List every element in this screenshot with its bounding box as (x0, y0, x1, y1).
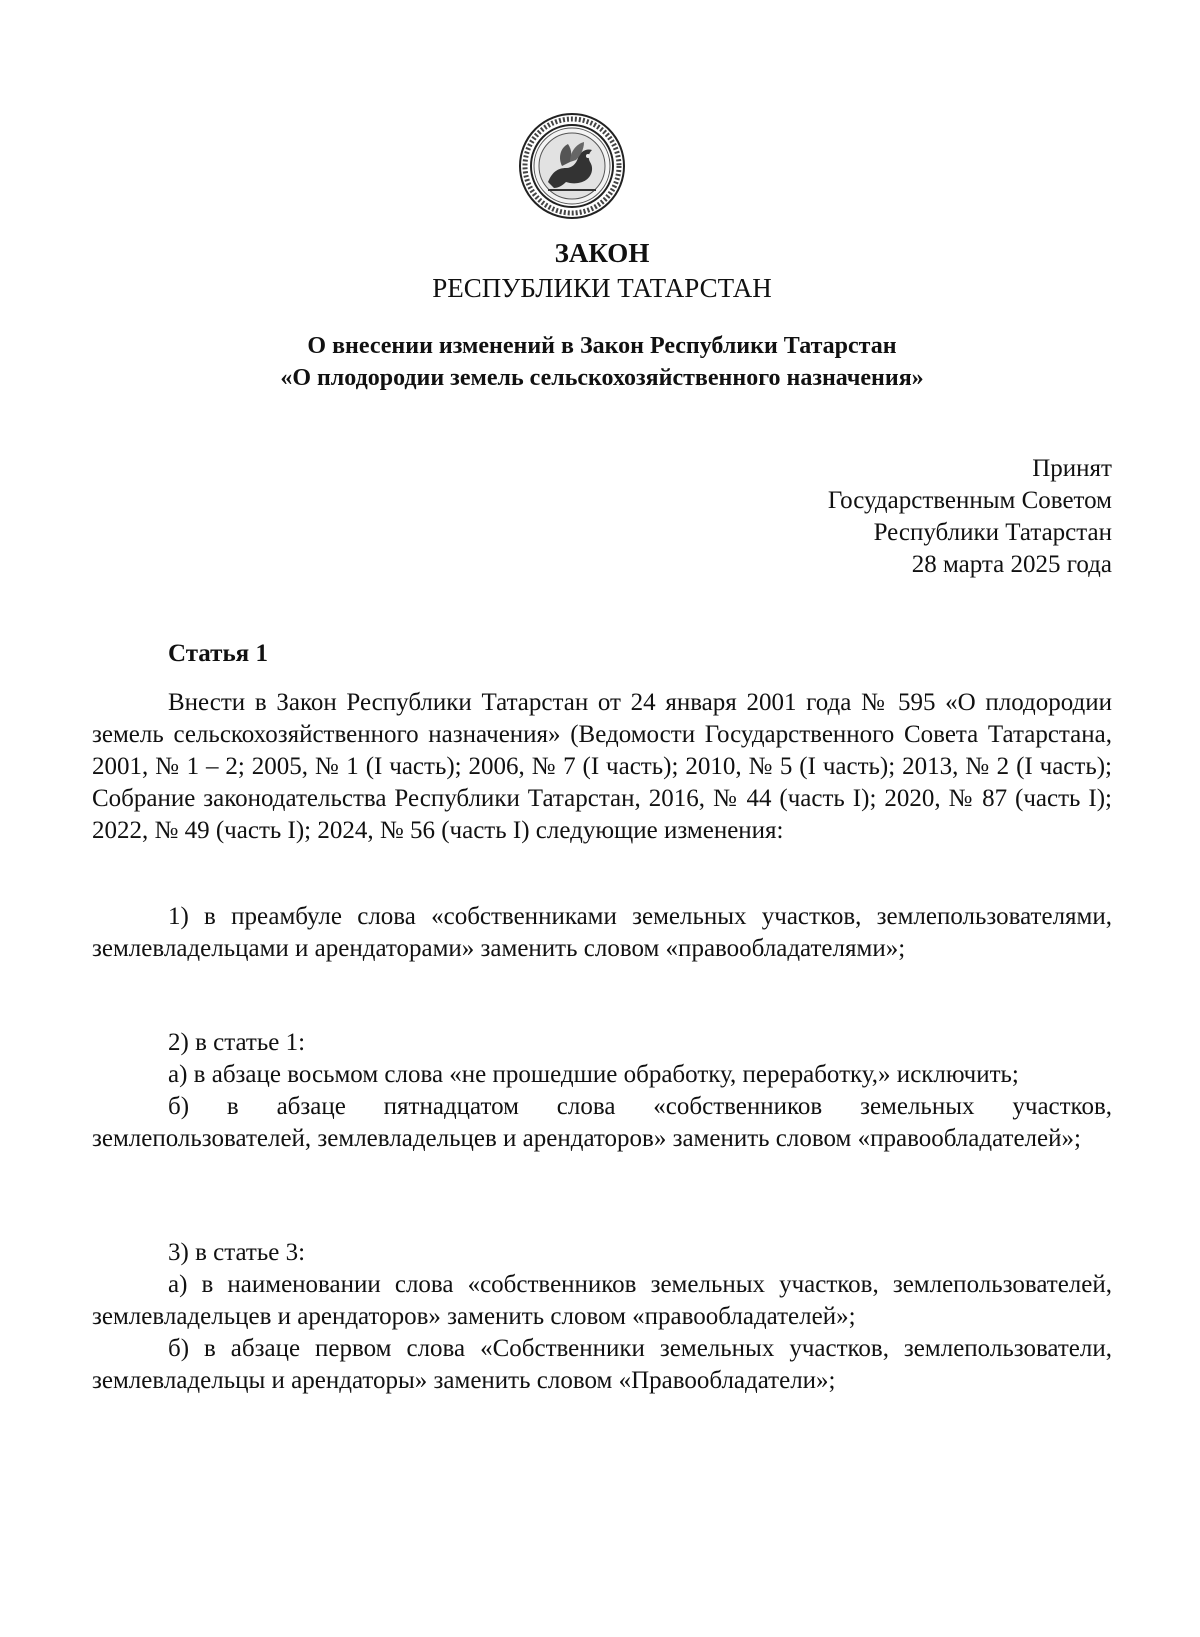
item-3-title: 3) в статье 3: (168, 1239, 306, 1266)
item-1-block (92, 901, 1112, 965)
adoption-block (828, 453, 1112, 581)
adoption-line-1: Принят (1032, 455, 1112, 482)
tatarstan-coat-of-arms-icon (518, 112, 626, 220)
law-subject (92, 330, 1112, 394)
item-2-b-paragraph: б) в абзаце пятнадцатом слова «собственников земельных участков, землепользователей, землевладельцев и арендаторов» заменить словом «правообладателей»; (92, 1093, 1112, 1152)
item-3-b-paragraph: б) в абзаце первом слова «Собственники земельных участков, землепользователи, землевладельцы и арендаторы» заменить словом «Правообладатели»; (92, 1335, 1112, 1394)
article-intro-paragraph: Внести в Закон Республики Татарстан от 24 января 2001 года № 595 «О плодородии земель сельскохозяйственного назначения» (Ведомости Государственного Совета Татарстана, 2001, № 1 – 2; 2005, № 1 (I часть); 2006, № 7 (I часть); 2010, № 5 (I часть); 2013, № 2 (I часть); Собрание законодательства Республики Татарстан, 2016, № 44 (часть I); 2020, № 87 (часть I); 2022, № 49 (часть I); 2024, № 56 (часть I) следующие изменения: (92, 689, 1112, 844)
law-republic: РЕСПУБЛИКИ ТАТАРСТАН (432, 273, 772, 303)
article-intro-block (92, 687, 1112, 847)
law-subject-line-1: О внесении изменений в Закон Республики Татарстан (307, 333, 897, 359)
article-heading: Статья 1 (168, 640, 268, 667)
adoption-line-3: Республики Татарстан (873, 519, 1112, 546)
item-2-a-paragraph: а) в абзаце восьмом слова «не прошедшие обработку, переработку,» исключить; (168, 1061, 1019, 1088)
item-1-paragraph: 1) в преамбуле слова «собственниками земельных участков, землепользователями, землевладельцами и арендаторами» заменить словом «правообладателями»; (92, 903, 1112, 962)
adoption-date: 28 марта 2025 года (911, 551, 1112, 578)
coat-of-arms-emblem (518, 112, 626, 220)
item-2-title: 2) в статье 1: (168, 1029, 306, 1056)
law-title: ЗАКОН (554, 238, 650, 268)
adoption-line-2: Государственным Советом (827, 487, 1112, 514)
item-3-block (92, 1237, 1112, 1397)
law-subject-line-2: «О плодородии земель сельскохозяйственного назначения» (280, 365, 924, 391)
item-3-a-paragraph: а) в наименовании слова «собственников земельных участков, землепользователей, землевладельцев и арендаторов» заменить словом «правообладателей»; (92, 1271, 1112, 1330)
item-2-block (92, 1027, 1112, 1155)
